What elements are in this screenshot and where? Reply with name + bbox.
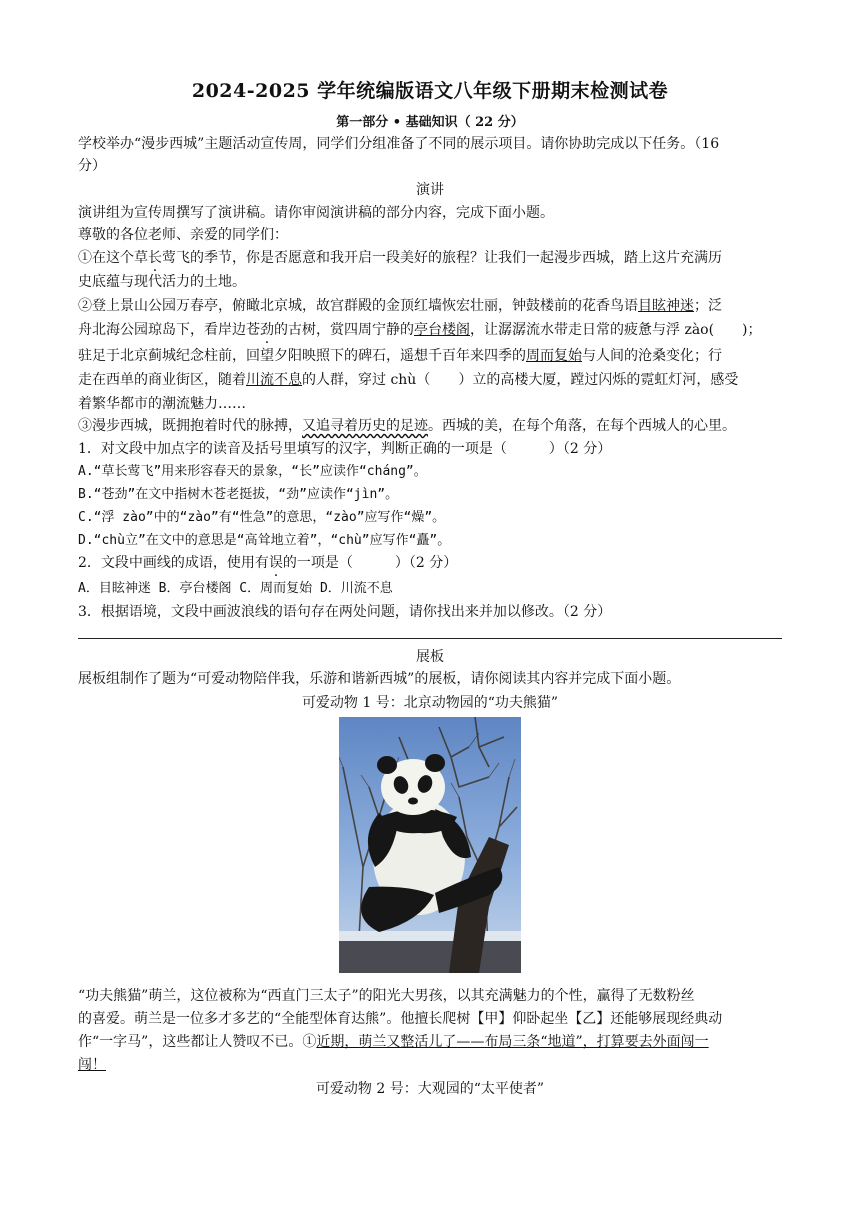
question-2-options: A．目眩神迷 B．亭台楼阁 C．周而复始 D．川流不息 — [78, 581, 393, 596]
question-3: 3．根据语境，文段中画波浪线的语句存在两处问题，请你找出来并加以修改。（2 分） — [78, 604, 612, 620]
speech-heading: 演讲 — [416, 182, 444, 198]
panda-paragraph-line3: 作“一字马”，这些都让人赞叹不已。①近期，萌兰又整活儿了——布局三条“地道”，打算要去外面闯一 — [78, 1034, 709, 1050]
animal-1-caption: 可爱动物 1 号：北京动物园的“功夫熊猫” — [301, 695, 559, 711]
underlined-sentence: 近期，萌兰又整活儿了——布局三条“地道”，打算要去外面闯一 — [316, 1034, 709, 1050]
dotted-char: 劲 — [260, 322, 274, 338]
speech-paragraph-3: ③漫步西城，既拥抱着时代的脉搏，又追寻着历史的足迹。西城的美，在每个角落，在每个西城人的心里。 — [78, 418, 736, 434]
panda-paragraph: “功夫熊猫”萌兰，这位被称为“西直门三太子”的阳光大男孩，以其充满魅力的个性，赢得了无数粉丝 — [78, 988, 695, 1004]
speech-paragraph-2-line3: 驻足于北京蓟城纪念柱前，回望夕阳映照下的碑石，遥想千百年来四季的周而复始与人间的沧桑变化；行 — [78, 348, 722, 364]
panda-paragraph-line4 — [78, 1054, 106, 1076]
underlined-idiom: 周而复始 — [526, 348, 582, 364]
question-1-option-a: A.“草长莺飞”用来形容春天的景象，“长”应读作“cháng”。 — [78, 464, 427, 479]
dotted-char: 长 — [148, 250, 162, 266]
panda-paragraph-line2: 的喜爱。萌兰是一位多才多艺的“全能型体育达熊”。他擅长爬树【甲】仰卧起坐【乙】还能够展现经典动 — [78, 1011, 723, 1027]
animal-2-caption: 可爱动物 2 号：大观园的“太平使者” — [315, 1081, 545, 1097]
intro-text-cont: 分） — [78, 158, 106, 174]
section-divider — [78, 638, 782, 639]
board-description: 展板组制作了题为“可爱动物陪伴我，乐游和谐新西城”的展板，请你阅读其内容并完成下面小题。 — [78, 671, 681, 687]
question-1-option-c: C.“浮 zào”中的“zào”有“性急”的意思，“zào”应写作“燥”。 — [78, 510, 446, 525]
wavy-underlined-sentence: 又追寻着历史的足迹 — [302, 418, 428, 434]
exam-title: 2024-2025 学年统编版语文八年级下册期末检测试卷 — [191, 80, 669, 102]
speech-paragraph-2-line2: 舟北海公园琼岛下，看岸边苍劲的古树，赏四周宁静的亭台楼阁，让潺潺流水带走日常的疲惫与浮 zào( )； — [78, 322, 762, 338]
question-2: 2．文段中画线的成语，使用有误的一项是（ ）（2 分） — [78, 555, 458, 571]
dotted-char: 误 — [268, 555, 283, 571]
speech-paragraph-2-line5: 着繁华都市的潮流魅力…… — [78, 396, 246, 412]
underlined-idiom: 亭台楼阁 — [414, 322, 470, 338]
underlined-sentence-end: 闯！ — [78, 1057, 106, 1073]
speech-greeting: 尊敬的各位老师、亲爱的同学们： — [78, 227, 288, 243]
speech-description: 演讲组为宣传周撰写了演讲稿。请你审阅演讲稿的部分内容，完成下面小题。 — [78, 205, 554, 221]
question-1-option-b: B.“苍劲”在文中指树木苍老挺拔，“劲”应读作“jìn”。 — [78, 487, 399, 502]
speech-paragraph-2-line4: 走在西单的商业街区，随着川流不息的人群，穿过 chù（ ）立的高楼大厦，蹚过闪烁的霓虹灯河，感受 — [78, 372, 739, 388]
question-1: 1．对文段中加点字的读音及括号里填写的汉字，判断正确的一项是（ ）（2 分） — [78, 441, 612, 457]
underlined-idiom: 目眩神迷 — [638, 298, 694, 314]
speech-paragraph-1: ①在这个草长莺飞的季节，你是否愿意和我开启一段美好的旅程？让我们一起漫步西城，踏上这片充满历 — [78, 250, 722, 266]
underlined-idiom: 川流不息 — [246, 372, 302, 388]
panda-photo — [339, 717, 521, 973]
question-1-option-d: D.“chù立”在文中的意思是“高耸地立着”，“chù”应写作“矗”。 — [78, 533, 451, 548]
speech-paragraph-2: ②登上景山公园万春亭，俯瞰北京城，故宫群殿的金顶红墙恢宏壮丽，钟鼓楼前的花香鸟语目眩神迷；泛 — [78, 298, 722, 314]
intro-text: 学校举办“漫步西城”主题活动宣传周，同学们分组准备了不同的展示项目。请你协助完成以下任务。（16 — [78, 136, 720, 152]
section-heading: 第一部分 • 基础知识（ 22 分） — [336, 115, 524, 130]
board-heading: 展板 — [416, 649, 444, 665]
speech-paragraph-1-cont: 史底蕴与现代活力的土地。 — [78, 274, 246, 290]
